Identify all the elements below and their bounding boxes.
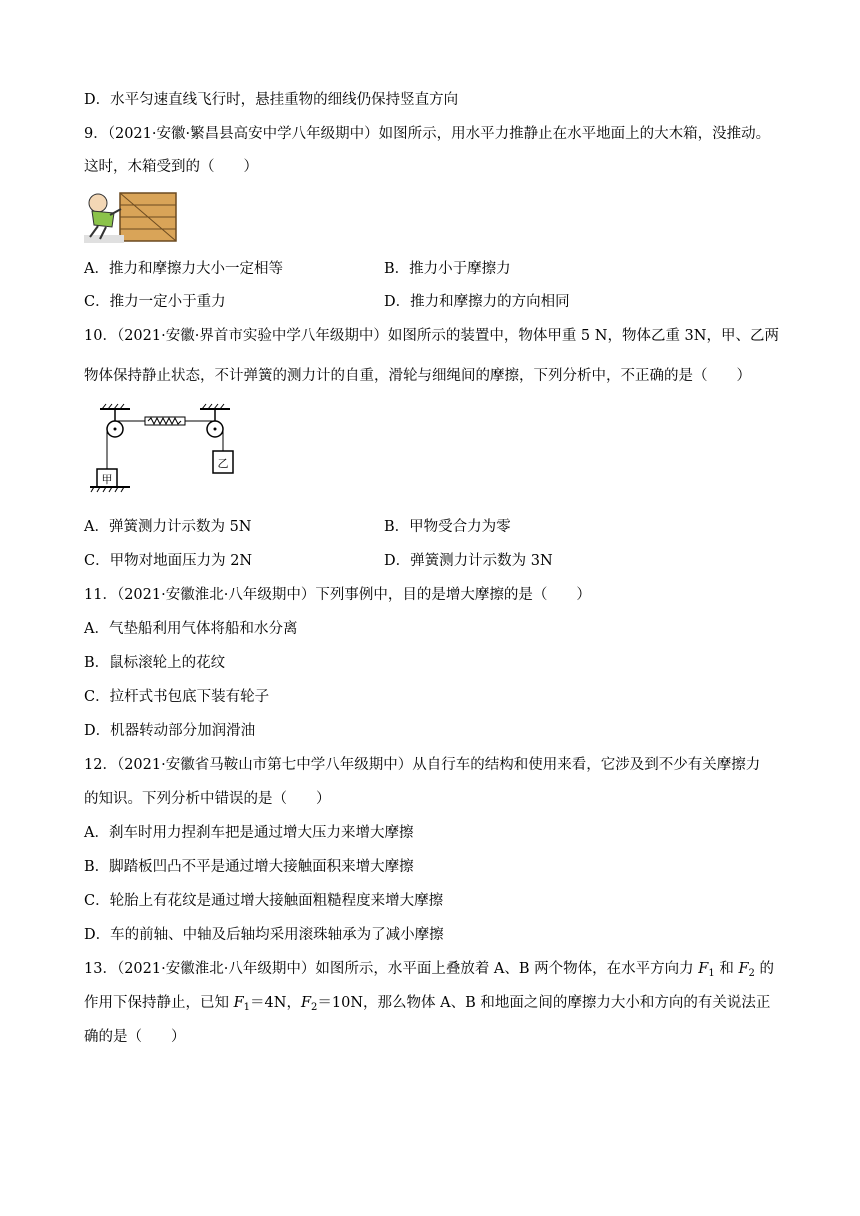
label-jia: 甲	[101, 473, 113, 486]
q9-option-b: B．推力小于摩擦力	[384, 261, 511, 277]
label-yi: 乙	[217, 457, 229, 470]
q13-stem-line2: 作用下保持静止，已知 $F_1=4N$，$F_2=10N$，那么物体 A、B 和地面之间的摩擦力大小和方向的有关说法正	[84, 995, 771, 1013]
q11-option-a: A．气垫船利用气体将船和水分离	[84, 621, 298, 637]
q11-option-b: B．鼠标滚轮上的花纹	[84, 655, 226, 671]
q12-option-d: D．车的前轴、中轴及后轴均采用滚珠轴承为了减小摩擦	[84, 927, 444, 943]
q10-option-a: A．弹簧测力计示数为 5N	[84, 519, 252, 535]
q12-option-b: B．脚踏板凹凸不平是通过增大接触面积来增大摩擦	[84, 859, 414, 875]
q9-option-c: C．推力一定小于重力	[84, 294, 226, 310]
q11-stem: 11．（2021·安徽淮北·八年级期中）下列事例中，目的是增大摩擦的是（ ）	[84, 587, 591, 603]
pulley-spring-figure	[90, 403, 250, 495]
q11-option-d: D．机器转动部分加润滑油	[84, 723, 256, 739]
q10-stem-line1: 10．（2021·安徽·界首市实验中学八年级期中）如图所示的装置中，物体甲重 5 N，物体乙重 3N，甲、乙两	[84, 328, 779, 344]
q9-stem-line2: 这时，木箱受到的（ ）	[84, 159, 258, 175]
q10-option-b: B．甲物受合力为零	[384, 519, 511, 535]
q10-option-c: C．甲物对地面压力为 2N	[84, 553, 253, 569]
q12-stem-line1: 12．（2021·安徽省马鞍山市第七中学八年级期中）从自行车的结构和使用来看，它涉及到不少有关摩擦力	[84, 757, 761, 773]
q12-option-a: A．刹车时用力捏刹车把是通过增大压力来增大摩擦	[84, 825, 414, 841]
q10-stem-line2: 物体保持静止状态，不计弹簧的测力计的自重，滑轮与细绳间的摩擦，下列分析中，不正确的是（ ）	[84, 368, 751, 384]
q9-option-d: D．推力和摩擦力的方向相同	[384, 294, 570, 310]
q10-option-d: D．弹簧测力计示数为 3N	[384, 553, 553, 569]
q12-option-c: C．轮胎上有花纹是通过增大接触面粗糙程度来增大摩擦	[84, 893, 444, 909]
q9-option-a: A．推力和摩擦力大小一定相等	[84, 261, 283, 277]
q12-stem-line2: 的知识。下列分析中错误的是（ ）	[84, 791, 331, 807]
q8-option-d: D．水平匀速直线飞行时，悬挂重物的细线仍保持竖直方向	[84, 92, 459, 108]
q13-stem-line1: 13．（2021·安徽淮北·八年级期中）如图所示，水平面上叠放着 A、B 两个物体，在水平方向力 $F_1$ 和 $F_2$ 的	[84, 961, 774, 979]
q11-option-c: C．拉杆式书包底下装有轮子	[84, 689, 270, 705]
q9-stem-line1: 9．（2021·安徽·繁昌县高安中学八年级期中）如图所示，用水平力推静止在水平地面上的大木箱，没推动。	[84, 126, 771, 142]
push-crate-figure	[84, 187, 178, 245]
q13-stem-line3: 确的是（ ）	[84, 1029, 186, 1045]
